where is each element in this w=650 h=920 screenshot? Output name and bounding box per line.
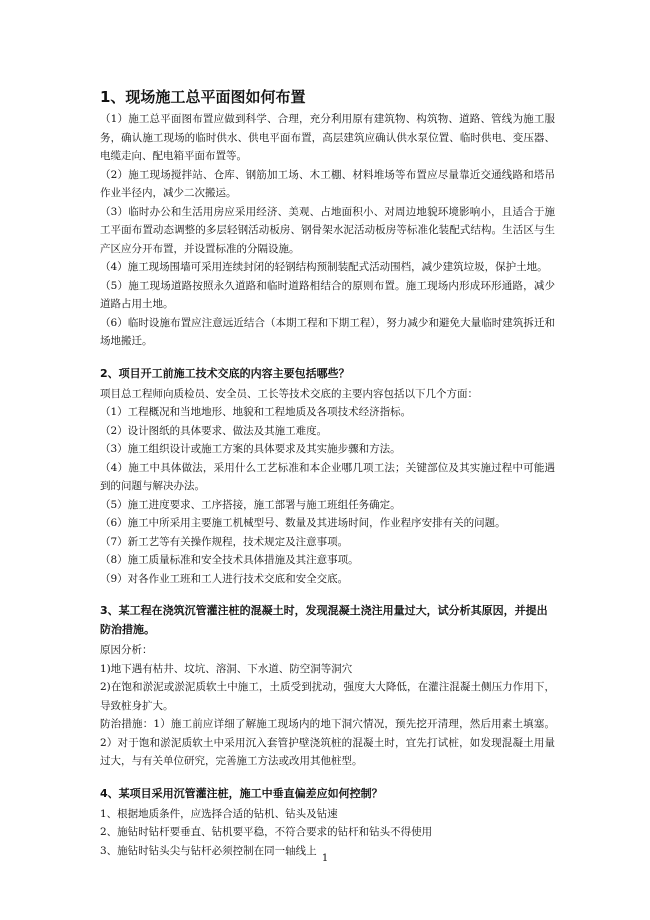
paragraph: （8）施工质量标准和安全技术具体措施及其注意事项。 bbox=[100, 554, 359, 566]
section-title: 3、某工程在浇筑沉管灌注桩的混凝土时，发现混凝土浇注用量过大，试分析其原因，并提出防治措施。 bbox=[100, 604, 548, 636]
paragraph: （1）施工总平面图布置应做到科学、合理，充分利用原有建筑物、构筑物、道路、管线为施工服务，确认施工现场的临时供水、供电平面布置，高层建筑应确认供水泵位置、临时供电、变压器、电缆走向、配电箱平面布置等。 bbox=[100, 113, 555, 162]
paragraph: 1、根据地质条件，应选择合适的钻机、钻头及钻速 bbox=[100, 807, 338, 820]
section-4 bbox=[100, 784, 555, 861]
section-title: 2、项目开工前施工技术交底的内容主要包括哪些？ bbox=[100, 366, 350, 380]
paragraph: （3）施工组织设计或施工方案的具体要求及其实施步骤和方法。 bbox=[100, 443, 401, 455]
paragraph: （4）施工中具体做法，采用什么工艺标准和本企业哪几项工法；关键部位及其实施过程中可能遇到的问题与解决办法。 bbox=[100, 461, 555, 492]
section-title: 4、某项目采用沉管灌注桩，施工中垂直偏差应如何控制？ bbox=[100, 786, 383, 800]
paragraph: 项目总工程师向质检员、安全员、工长等技术交底的主要内容包括以下几个方面： bbox=[100, 387, 478, 400]
paragraph: 防治措施：1）施工前应详细了解施工现场内的地下洞穴情况，预先挖开清理，然后用素土填塞。2）对于饱和淤泥质软土中采用沉入套管护壁浇筑桩的混凝土时，宜先打试桩，如发现混凝土用量过大，与有关单位研究，完善施工方法或改用其他桩型。 bbox=[100, 718, 555, 767]
section-1 bbox=[100, 86, 555, 351]
paragraph: 3、施钻时钻头尖与钻杆必须控制在同一轴线上 bbox=[100, 844, 317, 857]
paragraph: （7）新工艺等有关操作规程，技术规定及注意事项。 bbox=[100, 535, 349, 548]
section-3 bbox=[100, 601, 555, 771]
paragraph: （1）工程概况和当地地形、地貌和工程地质及各项技术经济指标。 bbox=[100, 406, 412, 418]
paragraph: （4）施工现场围墙可采用连续封闭的轻钢结构预制装配式活动围档，减少建筑垃圾，保护土地。 bbox=[100, 261, 548, 273]
paragraph: （3）临时办公和生活用房应采用经济、美观、占地面积小、对周边地貌环境影响小，且适合于施工平面布置动态调整的多层轻钢活动板房、钢骨架水泥活动板房等标准化装配式结构。生活区与生产区应分开布置，并设置标准的分隔设施。 bbox=[100, 205, 555, 255]
section-title: 1、现场施工总平面图如何布置 bbox=[100, 88, 306, 106]
paragraph: 1)地下遇有枯井、坟坑、溶洞、下水道、防空洞等洞穴 bbox=[100, 662, 353, 675]
section-2 bbox=[100, 364, 555, 589]
paragraph: （6）临时设施布置应注意远近结合（本期工程和下期工程），努力减少和避免大量临时建筑拆迁和场地搬迁。 bbox=[100, 316, 555, 347]
page-number: 1 bbox=[321, 853, 329, 864]
paragraph: （5）施工现场道路按照永久道路和临时道路相结合的原则布置。施工现场内形成环形通路，减少道路占用土地。 bbox=[100, 279, 555, 310]
paragraph: （2）施工现场搅拌站、仓库、钢筋加工场、木工棚、材料堆场等布置应尽量靠近交通线路和塔吊作业半径内，减少二次搬运。 bbox=[100, 168, 555, 199]
paragraph: （2）设计图纸的具体要求、做法及其施工难度。 bbox=[100, 424, 328, 437]
document-body bbox=[100, 80, 555, 860]
paragraph: 2、施钻时钻杆要垂直、钻机要平稳，不符合要求的钻杆和钻头不得使用 bbox=[100, 826, 433, 838]
paragraph: （6）施工中所采用主要施工机械型号、数量及其进场时间，作业程序安排有关的问题。 bbox=[100, 517, 506, 529]
paragraph: （5）施工进度要求、工序搭接，施工部署与施工班组任务确定。 bbox=[100, 498, 401, 511]
paragraph: 原因分析： bbox=[100, 644, 153, 656]
paragraph: 2)在饱和淤泥或淤泥质软土中施工，土质受到扰动，强度大大降低，在灌注混凝土侧压力作用下，导致桩身扩大。 bbox=[100, 681, 555, 712]
paragraph: （9）对各作业工班和工人进行技术交底和安全交底。 bbox=[100, 572, 349, 585]
